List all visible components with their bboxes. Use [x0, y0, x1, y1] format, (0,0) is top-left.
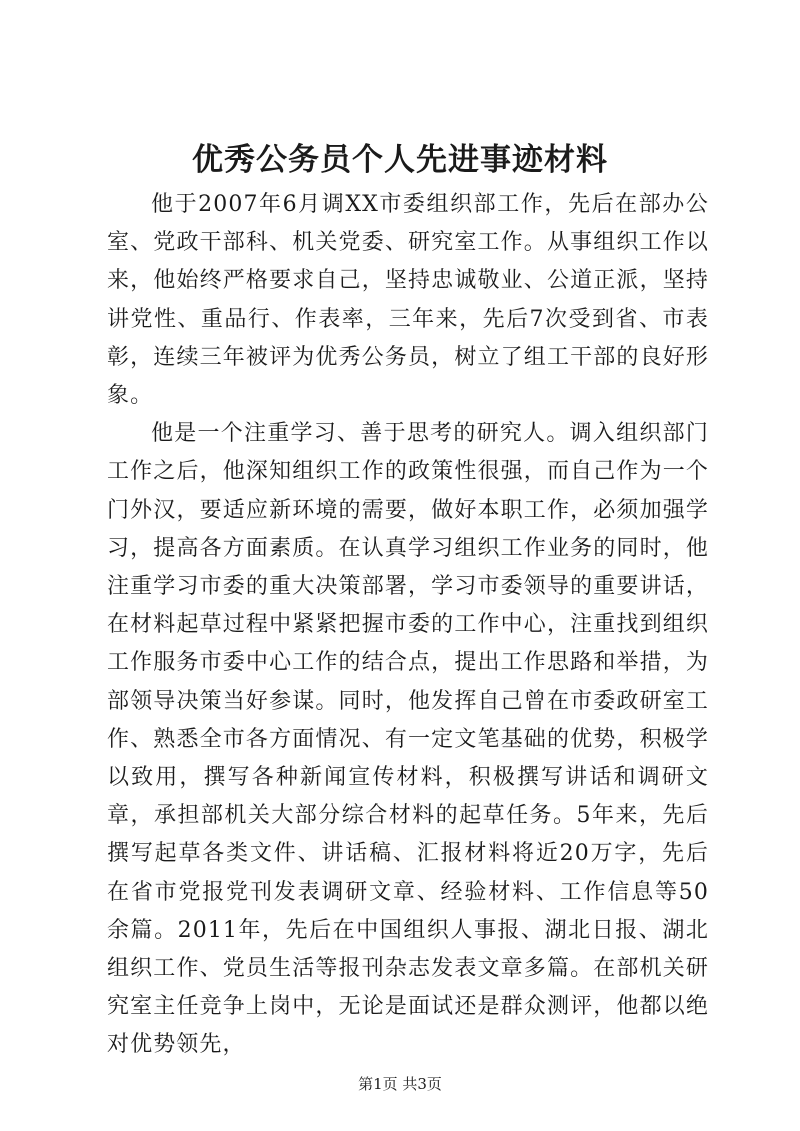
page-footer: 第1页 共3页	[358, 1075, 442, 1093]
paragraph-1: 他于2007年6月调XX市委组织部工作，先后在部办公室、党政干部科、机关党委、研究室工作。从事组织工作以来，他始终严格要求自己，坚持忠诚敬业、公道正派，坚持讲党性、重品行、作表率，三年来，先后7次受到省、市表彰，连续三年被评为优秀公务员，树立了组工干部的良好形象。	[107, 192, 709, 409]
paragraph-2: 他是一个注重学习、善于思考的研究人。调入组织部门工作之后，他深知组织工作的政策性很强，而自己作为一个门外汉，要适应新环境的需要，做好本职工作，必须加强学习，提高各方面素质。在认真学习组织工作业务的同时，他注重学习市委的重大决策部署，学习市委领导的重要讲话，在材料起草过程中紧紧把握市委的工作中心，注重找到组织工作服务市委中心工作的结合点，提出工作思路和举措，为部领导决策当好参谋。同时，他发挥自己曾在市委政研室工作、熟悉全市各方面情况、有一定文笔基础的优势，积极学以致用，撰写各种新闻宣传材料，积极撰写讲话和调研文章，承担部机关大部分综合材料的起草任务。5年来，先后撰写起草各类文件、讲话稿、汇报材料将近20万字，先后在省市党报党刊发表调研文章、经验材料、工作信息等50余篇。2011年，先后在中国组织人事报、湖北日报、湖北组织工作、党员生活等报刊杂志发表文章多篇。在部机关研究室主任竞争上岗中，无论是面试还是群众测评，他都以绝对优势领先，	[107, 421, 709, 1058]
document-title: 优秀公务员个人先进事迹材料	[192, 142, 608, 178]
document-body	[107, 186, 709, 1065]
